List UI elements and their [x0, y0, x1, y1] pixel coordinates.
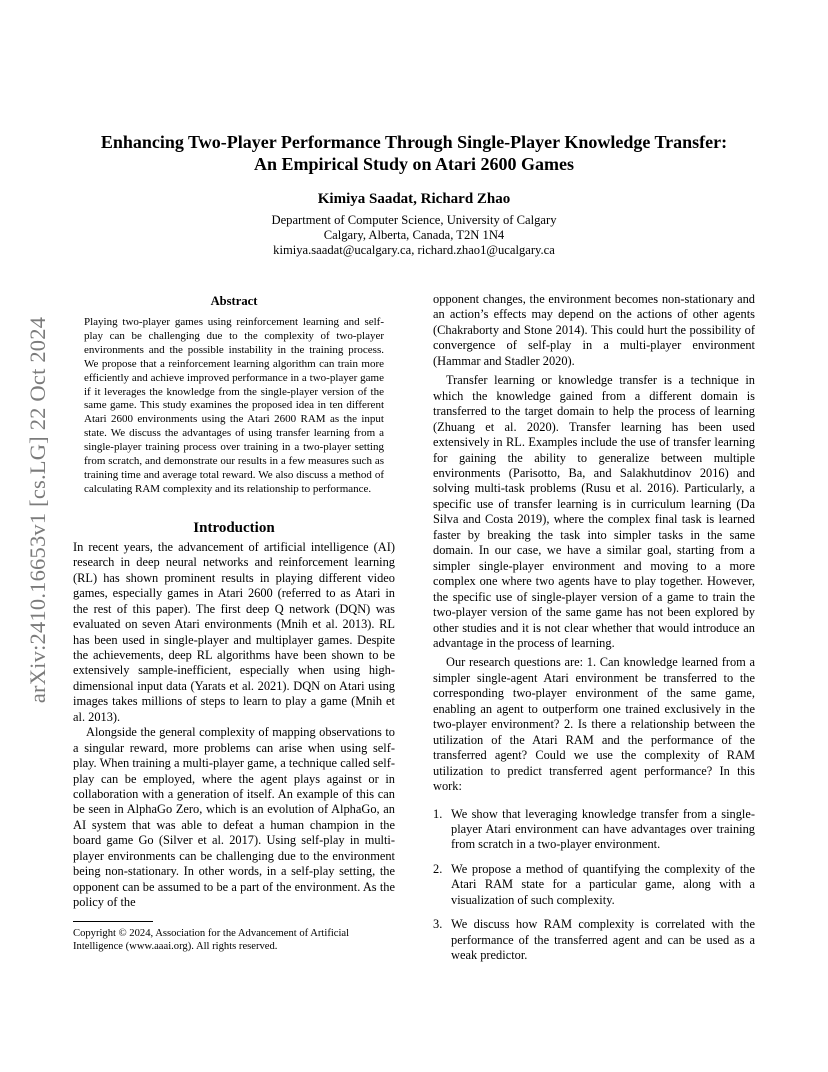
title-line-2: An Empirical Study on Atari 2600 Games — [253, 154, 575, 174]
intro-paragraph-2: Alongside the general complexity of mapping observations to a singular reward, more problems can arise when using self-play. When training a multi-player game, a technique called self-play can be employed, where the agent plays against or in collaboration with a generation of itself. An example of this can be seen in AlphaGo Zero, which is an evolution of AlphaGo, an AI system that was able to defeat a human champion in the board game Go (Silver et al. 2017). Using self-play in multi-player environments can be challenging due to the environment being non-stationary. In other words, in a self-play setting, the opponent can be assumed to be a part of the environment. As the policy of the — [73, 725, 395, 910]
intro-paragraph-4: Our research questions are: 1. Can knowledge learned from a simpler single-agent Atari environment be transferred to the corresponding two-player environment of the same game, enabling an agent to outperform one trained exclusively in the two-player environment? 2. Is there a relationship between the utilization of the Atari RAM and the performance of the transferred agent? Could we use the complexity of RAM utilization to predict transferred agent performance? In this work: — [433, 655, 755, 794]
contribution-text: We show that leveraging knowledge transfer from a single-player Atari environment can have advantages over training from scratch in a two-player environment. — [451, 806, 755, 852]
contribution-number: 3. — [433, 917, 443, 932]
contribution-number: 1. — [433, 806, 443, 821]
contribution-text: We propose a method of quantifying the complexity of the Atari RAM state for a particular game, along with a visualization of such complexity. — [451, 861, 755, 907]
contribution-number: 2. — [433, 861, 443, 876]
intro-paragraph-1: In recent years, the advancement of artificial intelligence (AI) research in deep neural networks and reinforcement learning (RL) has shown prominent results in playing different video games, especially games in Atari 2600 (referred to as Atari in the rest of this paper). The first deep Q network (DQN) was evaluated on seven Atari environments (Mnih et al. 2013). RL has been used in single-player and multiplayer games. Despite the achievements, deep RL algorithms have been shown to be extensively sample-inefficient, especially when using high-dimensional input data (Yarats et al. 2021). DQN on Atari using images takes millions of steps to learn to play a game (Mnih et al. 2013). — [73, 539, 395, 724]
arxiv-identifier-stamp — [13, 290, 63, 730]
contribution-item-2 — [433, 862, 755, 908]
left-column — [73, 293, 395, 911]
paper-title — [60, 131, 768, 175]
abstract-heading: Abstract — [210, 294, 258, 308]
introduction-heading: Introduction — [193, 519, 275, 536]
intro-paragraph-3: Transfer learning or knowledge transfer is a technique in which the knowledge gained from a different domain is transferred to the target domain to help the process of learning (Zhuang et al. 2020). Transfer learning has been used extensively in RL. Examples include the use of transfer learning for gaining the ability to generalize between multiple environments (Parisotto, Ba, and Salakhutdinov 2016) and solving multi-task problems (Rusu et al. 2016). Particularly, a specific use of transfer learning is in curriculum learning (Da Silva and Costa 2019), where the complex final task is learned faster by breaking the task into simpler tasks in the same domain. In our case, we have a similar goal, starting from a simpler single-player environment and moving to a more complex one where two agents have to play together. However, the specific use of single-player version of a game to train the two-player version of the same game has not been explored by other studies and it is not clear whether that would introduce an advantage in the process of learning. — [433, 373, 755, 650]
affiliation-department: Department of Computer Science, University of Calgary — [271, 213, 557, 227]
arxiv-identifier-text: arXiv:2410.16653v1 [cs.LG] 22 Oct 2024 — [25, 316, 50, 704]
right-column — [433, 292, 755, 973]
footnote-divider — [73, 921, 153, 922]
author-names: Kimiya Saadat, Richard Zhao — [317, 191, 511, 207]
contribution-item-3 — [433, 917, 755, 963]
affiliation-address: Calgary, Alberta, Canada, T2N 1N4 — [323, 228, 505, 242]
author-affiliation — [60, 213, 768, 258]
abstract-body: Playing two-player games using reinforcement learning and self-play can be challenging due to the complexity of two-player environments and the possible instability in the training process. We propose that a reinforcement learning algorithm can train more efficiently and achieve improved performance in a two-player game if it leverages the knowledge from the single-player version of the same game. This study examines the proposed idea in ten different Atari 2600 environments using the Atari 2600 RAM as the input state. We discuss the advantages of using transfer learning from a single-player training process over training in a two-player setting from scratch, and demonstrate our results in a few measures such as training time and average total reward. We also discuss a method of calculating RAM complexity and its relationship to performance. — [84, 316, 384, 495]
intro-paragraph-2-continued: opponent changes, the environment becomes non-stationary and an action’s effects may depend on the actions of other agents (Chakraborty and Stone 2014). This could hurt the possibility of convergence of self-play in a multi-player environment (Hammar and Stadler 2020). — [433, 292, 755, 368]
affiliation-emails: kimiya.saadat@ucalgary.ca, richard.zhao1@ucalgary.ca — [273, 243, 555, 257]
copyright-text: Copyright © 2024, Association for the Advancement of Artificial Intelligence (www.aaai.org). All rights reserved. — [73, 928, 350, 953]
title-line-1: Enhancing Two-Player Performance Through Single-Player Knowledge Transfer: — [100, 132, 728, 152]
contribution-text: We discuss how RAM complexity is correlated with the performance of the transferred agent and can be used as a weak predictor. — [451, 917, 755, 963]
contributions-list — [433, 807, 755, 964]
copyright-footnote — [73, 921, 395, 954]
contribution-item-1 — [433, 807, 755, 853]
